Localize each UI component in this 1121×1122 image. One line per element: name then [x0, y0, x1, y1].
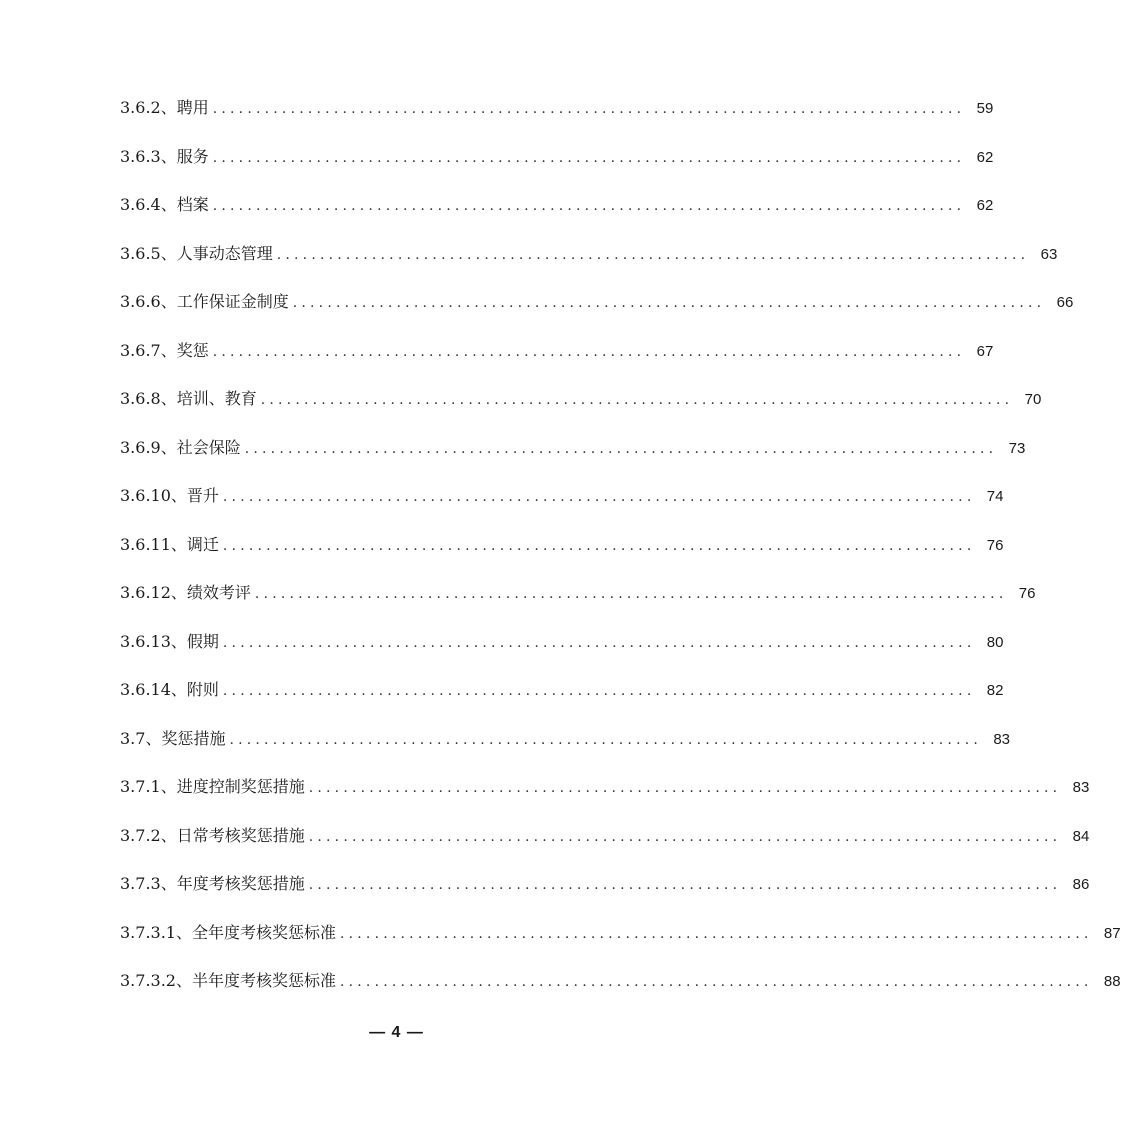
toc-entry-title: 3.7.3.1、全年度考核奖惩标准	[120, 922, 336, 942]
toc-entry-title: 3.6.2、聘用	[120, 98, 209, 117]
toc-entry-title: 3.7.3、年度考核奖惩措施	[120, 874, 305, 893]
toc-entry-page: 73	[1008, 439, 1026, 457]
toc-entry[interactable]	[120, 569, 1036, 618]
toc-entry[interactable]	[120, 812, 1090, 861]
dot-leader: .......................................................................................	[308, 877, 1062, 893]
dot-leader: .......................................................................................	[229, 731, 983, 748]
dot-leader: .......................................................................................	[222, 634, 976, 651]
toc-entry[interactable]	[120, 860, 1090, 909]
page-number: — 4 —	[369, 1024, 424, 1041]
dot-leader: .......................................................................................	[222, 683, 976, 699]
toc-entry-title: 3.6.12、绩效考评	[120, 583, 251, 602]
toc-entry-page: 84	[1072, 827, 1090, 845]
toc-entry-page: 88	[1103, 973, 1121, 990]
toc-entry-page: 74	[986, 488, 1004, 505]
dot-leader: .......................................................................................	[339, 925, 1093, 942]
toc-entry[interactable]	[120, 424, 1026, 473]
toc-entry-title: 3.6.13、假期	[120, 631, 219, 651]
toc-entry-title: 3.7.1、进度控制奖惩措施	[120, 777, 305, 796]
toc-entry-page: 86	[1072, 876, 1090, 893]
toc-entry-title: 3.7.3.2、半年度考核奖惩标准	[120, 971, 336, 990]
toc-entry-page: 62	[976, 148, 994, 166]
dot-leader: .......................................................................................	[254, 586, 1008, 602]
toc-entry-title: 3.6.5、人事动态管理	[120, 243, 273, 263]
toc-entry-page: 62	[976, 197, 994, 214]
toc-entry[interactable]	[120, 84, 994, 133]
toc-entry-page: 66	[1056, 294, 1074, 311]
dot-leader: .......................................................................................	[308, 780, 1062, 796]
toc-entry-page: 83	[1072, 779, 1090, 796]
toc-entry-title: 3.7、奖惩措施	[120, 728, 226, 748]
toc-entry[interactable]	[120, 230, 1058, 279]
dot-leader: .......................................................................................	[292, 295, 1046, 311]
dot-leader: .......................................................................................	[212, 198, 966, 214]
dot-leader: .......................................................................................	[222, 537, 976, 554]
toc-entry-page: 67	[976, 342, 994, 360]
toc-entry-page: 59	[976, 100, 994, 117]
dot-leader: .......................................................................................	[260, 392, 1014, 408]
toc-entry-page: 87	[1103, 924, 1121, 942]
toc-entry[interactable]	[120, 133, 994, 182]
toc-entry-title: 3.6.4、档案	[120, 195, 209, 214]
toc-entry[interactable]	[120, 278, 1074, 327]
dot-leader: .......................................................................................	[276, 246, 1030, 263]
toc-entry[interactable]	[120, 957, 1121, 1006]
dot-leader: .......................................................................................	[339, 974, 1093, 990]
toc-entry-page: 80	[986, 633, 1004, 651]
dot-leader: .......................................................................................	[308, 828, 1062, 845]
toc-entry[interactable]	[120, 715, 1011, 764]
toc-entry-title: 3.6.14、附则	[120, 680, 219, 699]
toc-entry[interactable]	[120, 375, 1042, 424]
toc-entry[interactable]	[120, 472, 1004, 521]
toc-entry[interactable]	[120, 521, 1004, 570]
toc-entry[interactable]	[120, 763, 1090, 812]
toc-entry-title: 3.6.8、培训、教育	[120, 389, 257, 408]
dot-leader: .......................................................................................	[212, 149, 966, 166]
toc-entry-page: 76	[1018, 585, 1036, 602]
toc-entry[interactable]	[120, 618, 1004, 667]
toc-entry-title: 3.6.9、社会保险	[120, 437, 241, 457]
toc-entry[interactable]	[120, 181, 994, 230]
toc-entry-title: 3.6.10、晋升	[120, 486, 219, 505]
toc-entry-page: 83	[993, 730, 1011, 748]
toc-entry[interactable]	[120, 909, 1121, 958]
toc-entry[interactable]	[120, 327, 994, 376]
toc-entry-title: 3.6.6、工作保证金制度	[120, 292, 289, 311]
dot-leader: .......................................................................................	[244, 440, 998, 457]
toc-entry-title: 3.6.7、奖惩	[120, 340, 209, 360]
toc-entry-page: 70	[1024, 391, 1042, 408]
dot-leader: .......................................................................................	[222, 489, 976, 505]
toc-entry-title: 3.7.2、日常考核奖惩措施	[120, 825, 305, 845]
toc-entry-page: 63	[1040, 245, 1058, 263]
toc-entry-page: 82	[986, 682, 1004, 699]
dot-leader: .......................................................................................	[212, 101, 966, 117]
toc-entry-page: 76	[986, 536, 1004, 554]
table-of-contents	[120, 84, 1121, 1006]
dot-leader: .......................................................................................	[212, 343, 966, 360]
toc-entry-title: 3.6.11、调迁	[120, 534, 219, 554]
toc-entry[interactable]	[120, 666, 1004, 715]
toc-entry-title: 3.6.3、服务	[120, 146, 209, 166]
